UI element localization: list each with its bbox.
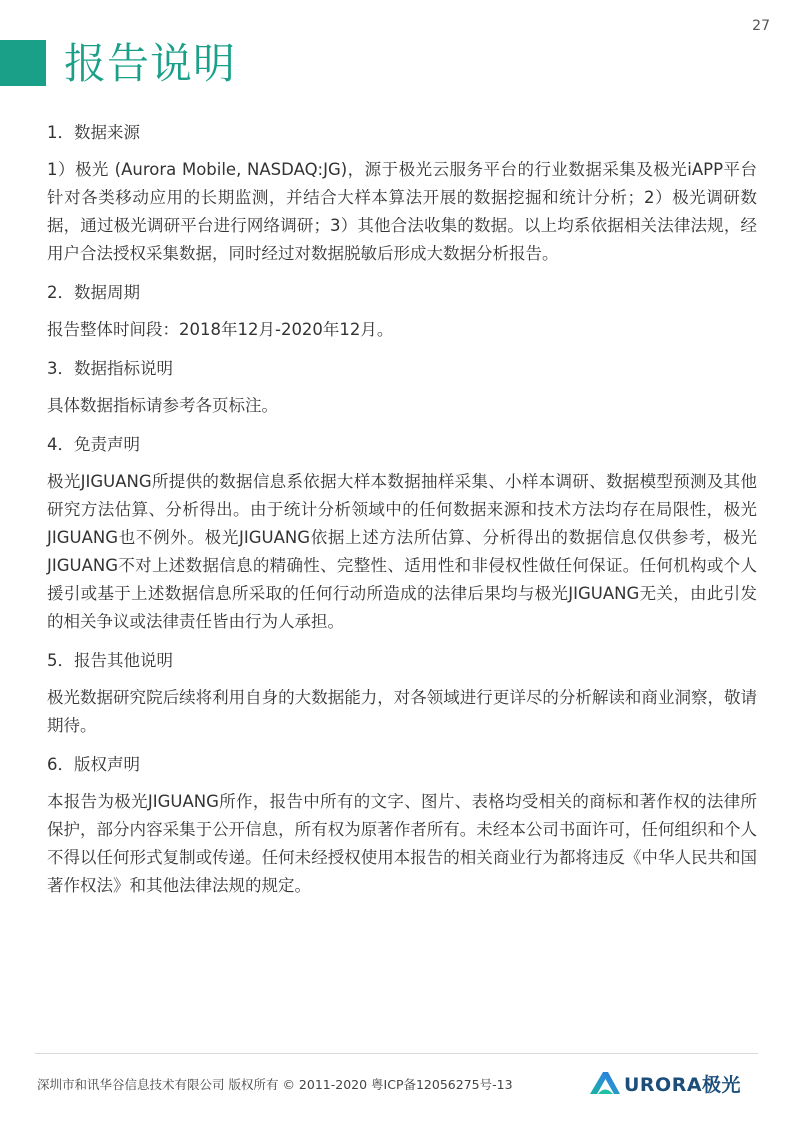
page-title: 报告说明: [64, 39, 237, 88]
title-accent-block: [0, 40, 46, 86]
section-heading: 4．免责声明: [47, 435, 140, 454]
section-body: 具体数据指标请参考各页标注。: [47, 396, 278, 415]
section-heading: 3．数据指标说明: [47, 359, 173, 378]
section-body: 本报告为极光JIGUANG所作，报告中所有的文字、图片、表格均受相关的商标和著作权的法律所保护，部分内容采集于公开信息，所有权为原著作者所有。未经本公司书面许可，任何组织和个人不得以任何形式复制或传递。任何未经授权使用本报告的相关商业行为都将违反《中华人民共和国著作权法》和其他法律法规的规定。: [47, 792, 757, 895]
footer-divider: [35, 1053, 758, 1054]
section-disclaimer: [47, 430, 757, 636]
section-body: 1）极光 (Aurora Mobile, NASDAQ:JG)，源于极光云服务平台的行业数据采集及极光iAPP平台针对各类移动应用的长期监测，并结合大样本算法开展的数据挖掘和统计分析；2）极光调研数据，通过极光调研平台进行网络调研；3）其他合法收集的数据。以上均系依据相关法律法规，经用户合法授权采集数据，同时经过对数据脱敏后形成大数据分析报告。: [47, 160, 757, 263]
section-heading: 5．报告其他说明: [47, 651, 173, 670]
section-heading: 1．数据来源: [47, 123, 140, 142]
section-body: 报告整体时间段：2018年12月-2020年12月。: [47, 320, 394, 339]
logo-wordmark: URORA极光: [624, 1073, 742, 1096]
footer-copyright: 深圳市和讯华谷信息技术有限公司 版权所有 © 2011-2020 粤ICP备12056275号-13: [37, 1077, 513, 1092]
aurora-logo-icon: [588, 1070, 622, 1096]
section-data-period: [47, 278, 757, 344]
section-heading: 2．数据周期: [47, 283, 140, 302]
section-metrics: [47, 354, 757, 420]
section-body: 极光JIGUANG所提供的数据信息系依据大样本数据抽样采集、小样本调研、数据模型预测及其他研究方法估算、分析得出。由于统计分析领域中的任何数据来源和技术方法均存在局限性，极光JIGUANG也不例外。极光JIGUANG依据上述方法所估算、分析得出的数据信息仅供参考，极光JIGUANG不对上述数据信息的精确性、完整性、适用性和非侵权性做任何保证。任何机构或个人援引或基于上述数据信息所采取的任何行动所造成的法律后果均与极光JIGUANG无关，由此引发的相关争议或法律责任皆由行为人承担。: [47, 472, 757, 631]
section-data-source: [47, 118, 757, 268]
section-other-notes: [47, 646, 757, 740]
report-notes-content: [47, 118, 757, 910]
page-number: 27: [752, 18, 770, 34]
aurora-logo: [588, 1068, 741, 1098]
section-heading: 6．版权声明: [47, 755, 140, 774]
section-body: 极光数据研究院后续将利用自身的大数据能力，对各领域进行更详尽的分析解读和商业洞察，敬请期待。: [47, 688, 757, 735]
section-copyright: [47, 750, 757, 900]
